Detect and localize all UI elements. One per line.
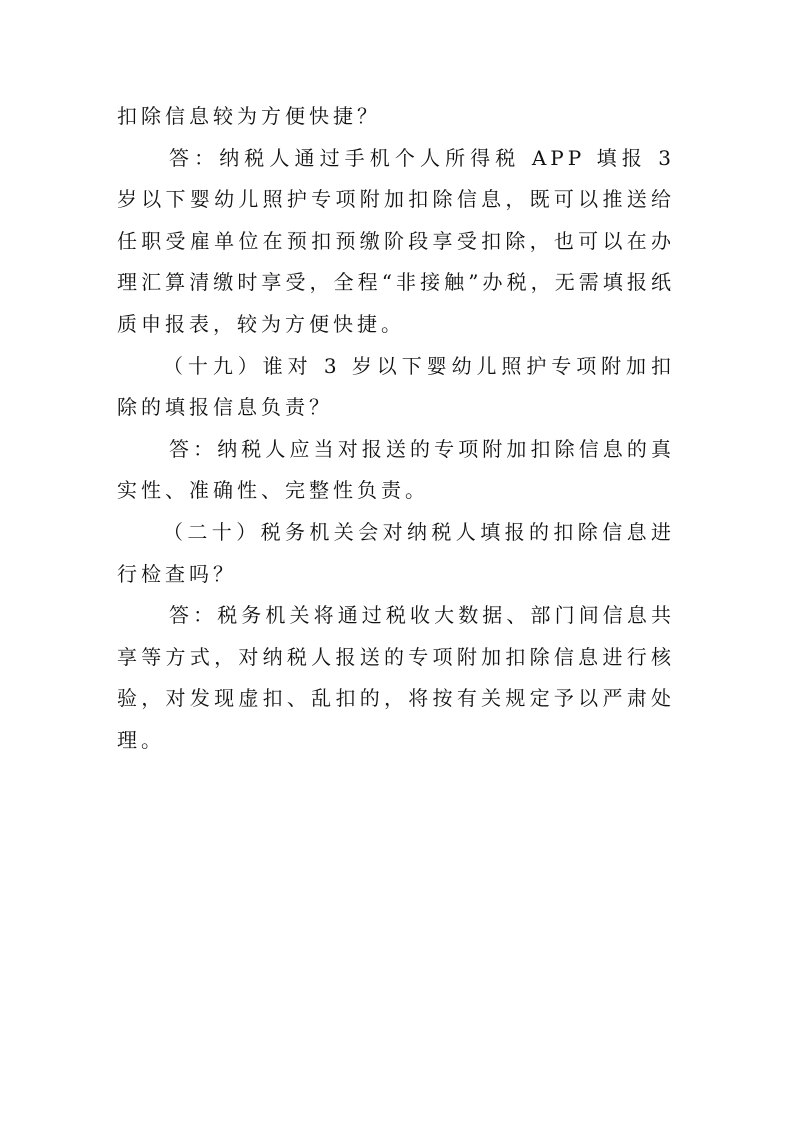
answer-paragraph: 答：纳税人通过手机个人所得税 APP 填报 3 岁以下婴幼儿照护专项附加扣除信息，既可以推送给任职受雇单位在预扣预缴阶段享受扣除，也可以在办理汇算清缴时享受，全程“非接触”办税，无需填报纸质申报表，较为方便快捷。	[117, 145, 675, 336]
question-continuation-paragraph: 扣除信息较为方便快捷？	[117, 104, 381, 128]
document-page	[117, 96, 675, 762]
question-paragraph: （十九）谁对 3 岁以下婴幼儿照护专项附加扣除的填报信息负责？	[117, 353, 675, 420]
answer-paragraph: 答：税务机关将通过税收大数据、部门间信息共享等方式，对纳税人报送的专项附加扣除信息进行核验，对发现虚扣、乱扣的，将按有关规定予以严肃处理。	[117, 603, 675, 752]
answer-paragraph: 答：纳税人应当对报送的专项附加扣除信息的真实性、准确性、完整性负责。	[117, 436, 675, 503]
question-paragraph: （二十）税务机关会对纳税人填报的扣除信息进行检查吗？	[117, 519, 675, 586]
